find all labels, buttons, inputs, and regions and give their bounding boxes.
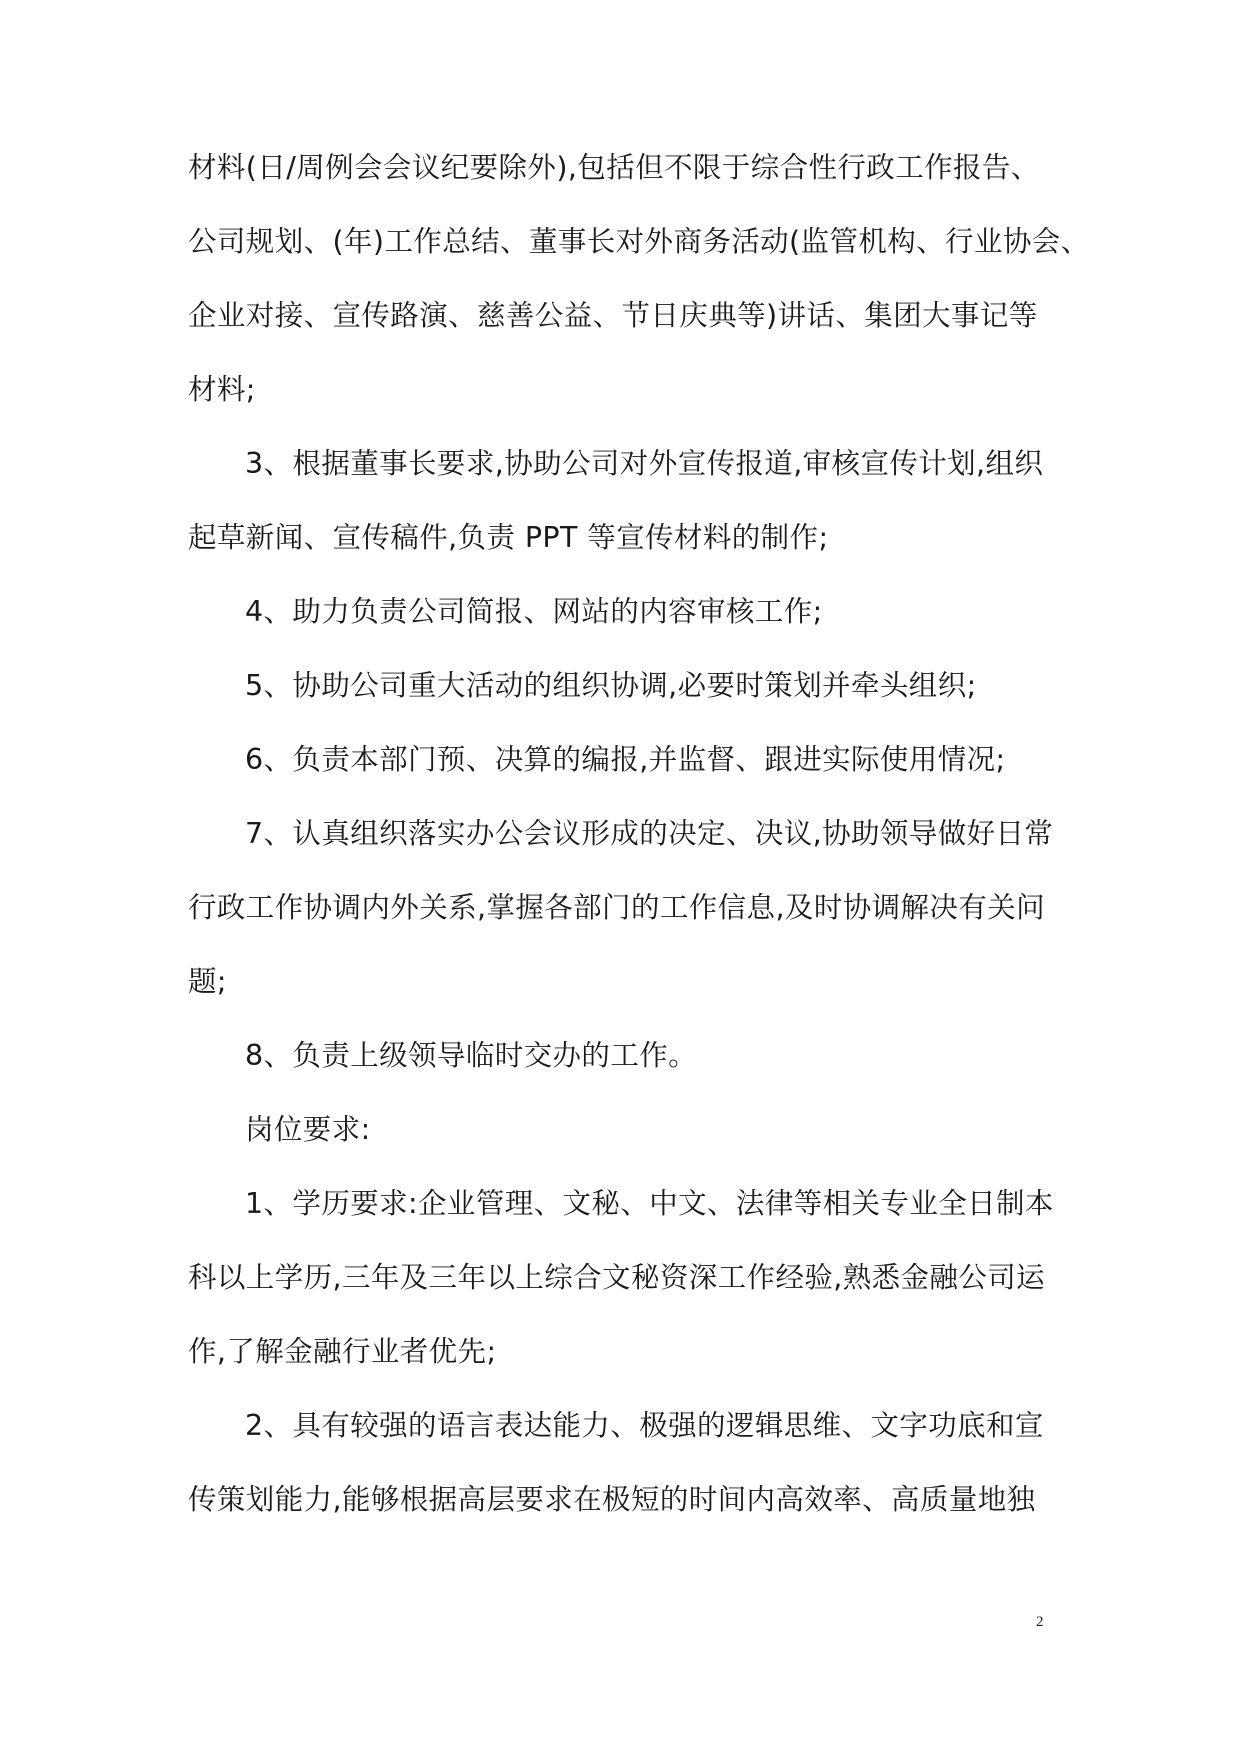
list-item-5: 5、协助公司重大活动的组织协调,必要时策划并牵头组织;: [245, 669, 977, 702]
text-line: 材料(日/周例会会议纪要除外),包括但不限于综合性行政工作报告、: [188, 151, 1040, 184]
text-line: 传策划能力,能够根据高层要求在极短的时间内高效率、高质量地独: [188, 1483, 1036, 1516]
page-number: 2: [1036, 1614, 1044, 1630]
text-line: 材料;: [188, 373, 256, 406]
section-heading: 岗位要求:: [245, 1113, 371, 1146]
text-line: 作,了解金融行业者优先;: [188, 1335, 497, 1368]
requirement-item-1: 1、学历要求:企业管理、文秘、中文、法律等相关专业全日制本: [245, 1187, 1054, 1220]
text-line: 企业对接、宣传路演、慈善公益、节日庆典等)讲话、集团大事记等: [188, 299, 1038, 332]
list-item-4: 4、助力负责公司简报、网站的内容审核工作;: [245, 595, 823, 628]
text-line: 题;: [188, 965, 227, 998]
list-item-3: 3、根据董事长要求,协助公司对外宣传报道,审核宣传计划,组织: [245, 447, 1044, 480]
list-item-7: 7、认真组织落实办公会议形成的决定、决议,协助领导做好日常: [245, 817, 1054, 850]
text-line: 公司规划、(年)工作总结、董事长对外商务活动(监管机构、行业协会、: [188, 225, 1090, 258]
list-item-8: 8、负责上级领导临时交办的工作。: [245, 1039, 698, 1072]
requirement-item-2: 2、具有较强的语言表达能力、极强的逻辑思维、文字功底和宣: [245, 1409, 1044, 1442]
text-line: 起草新闻、宣传稿件,负责 PPT 等宣传材料的制作;: [188, 521, 829, 554]
text-line: 科以上学历,三年及三年以上综合文秘资深工作经验,熟悉金融公司运: [188, 1261, 1046, 1294]
text-line: 行政工作协调内外关系,掌握各部门的工作信息,及时协调解决有关问: [188, 891, 1046, 924]
list-item-6: 6、负责本部门预、决算的编报,并监督、跟进实际使用情况;: [245, 743, 1006, 776]
document-body: [188, 138, 1090, 1544]
